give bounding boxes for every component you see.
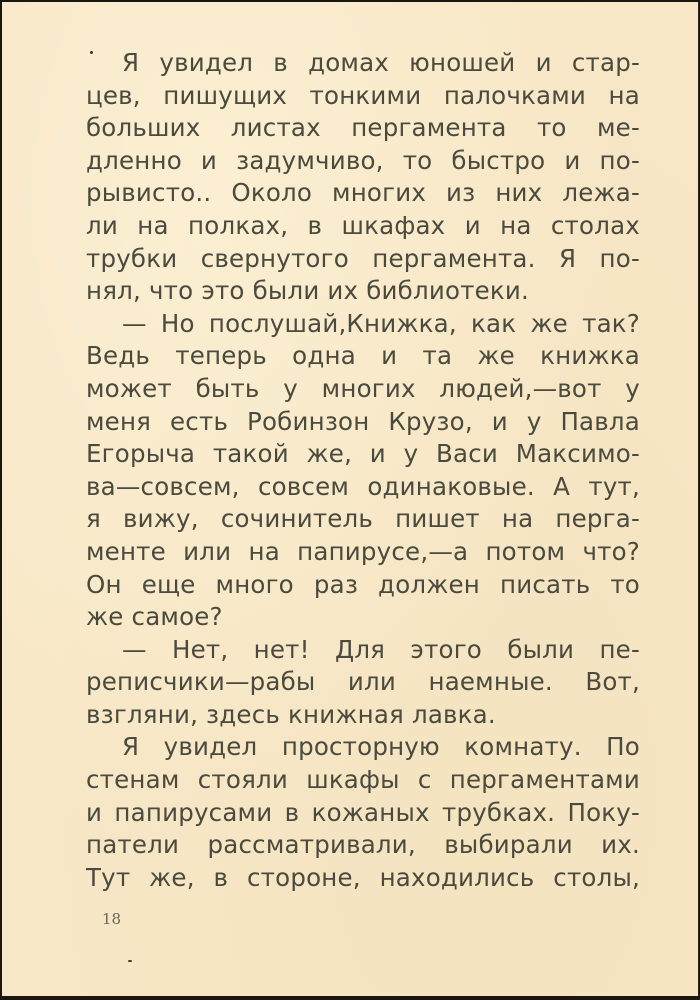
text-line: Ведь теперь одна и та же книжка <box>86 341 640 371</box>
text-line: трубки свернутого пергамента. Я по- <box>86 243 640 273</box>
text-line: и папирусами в кожаных трубках. Поку- <box>86 797 640 827</box>
text-line: Тут же, в стороне, находились столы, <box>86 862 640 892</box>
text-line: реписчики—рабы или наемные. Вот, <box>86 667 640 697</box>
text-line: я вижу, сочинитель пишет на перга- <box>86 504 640 534</box>
text-line: менте или на папирусе,—а потом что? <box>86 536 640 566</box>
text-line: Я увидел в домах юношей и стар- <box>122 48 640 77</box>
text-line: может быть у многих людей,—вот у <box>86 373 640 403</box>
text-line: Он еще много раз должен писать то <box>86 569 640 599</box>
text-line: Я увидел просторную комнату. По <box>122 732 640 762</box>
text-line: взгляни, здесь книжная лавка. <box>86 699 496 729</box>
text-line: — Но послушай,Книжка, как же так? <box>122 308 640 338</box>
text-line: патели рассматривали, выбирали их. <box>86 830 640 860</box>
text-line: — Нет, нет! Для этого были пе- <box>122 634 640 664</box>
text-line: же самое? <box>86 602 223 632</box>
body-text <box>86 47 640 894</box>
text-line: меня есть Робинзон Крузо, и у Павла <box>86 406 640 436</box>
text-line: больших листах пергамента то ме- <box>86 113 640 143</box>
text-line: нял, что это были их библиотеки. <box>86 276 530 306</box>
text-line: цев, пишущих тонкими палочками на <box>86 80 640 110</box>
text-line: ли на полках, в шкафах и на столах <box>86 210 640 240</box>
text-line: Егорыча такой же, и у Васи Максимо- <box>86 439 640 469</box>
text-line: ва—совсем, совсем одинаковые. А тут, <box>86 471 640 501</box>
text-line: стенам стояли шкафы с пергаментами <box>86 765 640 795</box>
text-line: рывисто.. Около многих из них лежа- <box>86 178 640 208</box>
text-line: дленно и задумчиво, то быстро и по- <box>86 145 640 175</box>
ink-speck <box>128 960 132 962</box>
book-page <box>2 2 699 996</box>
page-number: 18 <box>102 910 122 928</box>
